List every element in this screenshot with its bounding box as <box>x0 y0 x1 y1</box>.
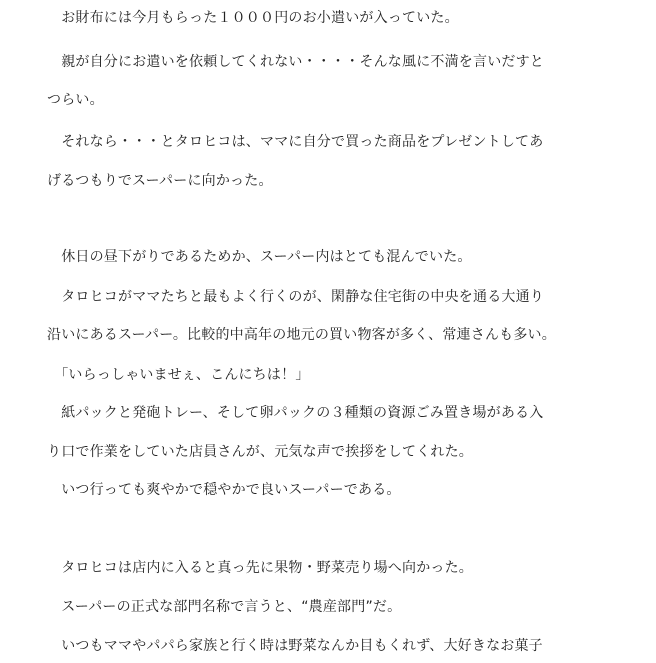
text-line: スーパーの正式な部門名称で言うと、“農産部門”だ。 <box>47 599 402 615</box>
text-line: いつもママやパパら家族と行く時は野菜なんか目もくれず、大好きなお菓子 <box>47 638 543 654</box>
text-line: 親が自分にお遣いを依頼してくれない・・・・そんな風に不満を言いだすと <box>47 54 544 70</box>
text-line: お財布には今月もらった１０００円のお小遣いが入っていた。 <box>47 10 459 26</box>
text-line: 「いらっしゃいませぇ、こんにちは！」 <box>47 367 310 383</box>
text-line: 紙パックと発砲トレー、そして卵パックの３種類の資源ごみ置き場がある入 <box>47 405 544 421</box>
text-line: 休日の昼下がりであるためか、スーパー内はとても混んでいた。 <box>47 249 472 265</box>
text-line: げるつもりでスーパーに向かった。 <box>47 173 273 189</box>
text-line: タロヒコがママたちと最もよく行くのが、閑静な住宅街の中央を通る大通り <box>47 289 544 305</box>
text-line: タロヒコは店内に入ると真っ先に果物・野菜売り場へ向かった。 <box>47 560 473 576</box>
text-line: り口で作業をしていた店員さんが、元気な声で挨拶をしてくれた。 <box>47 444 473 460</box>
text-line: それなら・・・とタロヒコは、ママに自分で買った商品をプレゼントしてあ <box>47 134 544 150</box>
text-line: いつ行っても爽やかで穏やかで良いスーパーである。 <box>47 482 401 498</box>
text-line: 沿いにあるスーパー。比較的中高年の地元の買い物客が多く、常連さんも多い。 <box>47 327 556 343</box>
text-line: つらい。 <box>47 92 104 108</box>
